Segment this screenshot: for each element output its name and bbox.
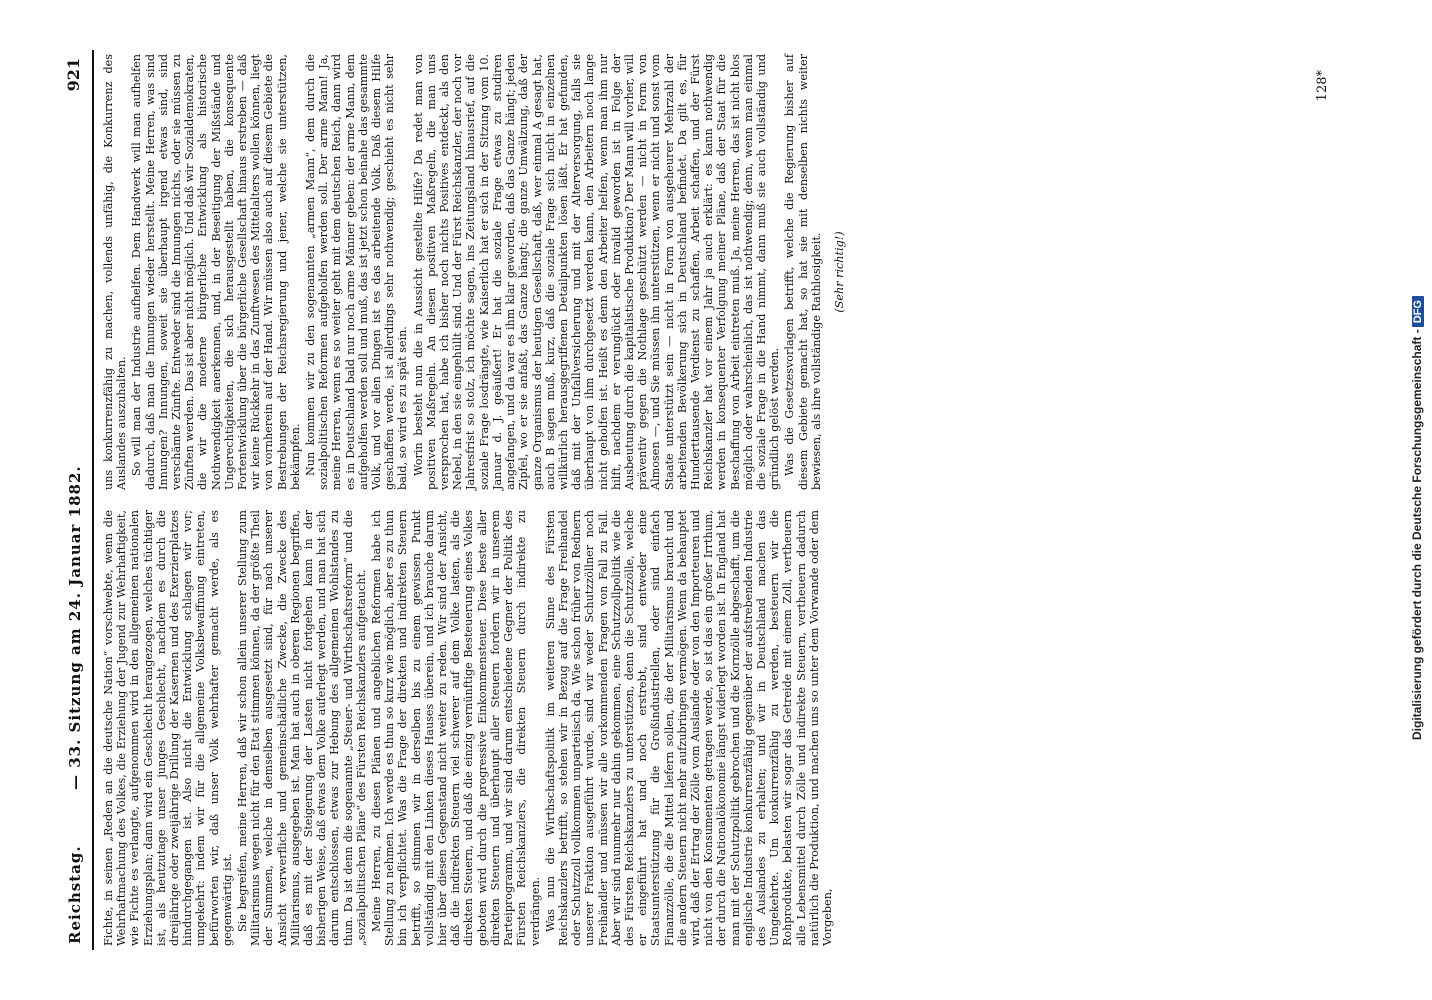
dfg-logo: DFG (1412, 296, 1424, 327)
paragraph: Nun kommen wir zu den sogenannten „armen Mann“, dem durch die sozialpolitischen Reformen aufgeholfen werden soll. Der arme Mann! Ja, meine Herren, wenn es so weiter geht mit dem deutschen Reich, dann wird es in Deutschland bald nur noch arme Männer geben: der arme Mann, dem aufgeholfen werden soll und muß, das ist jetzt schon beinahe das gesammte Volk, und vor allen Dingen ist es das arbeitende Volk. Daß diesem Hilfe geschaffen werde, ist allerdings sehr nothwendig; geschieht es nicht sehr bald, so wird es zu spät sein. (304, 54, 410, 490)
paragraph: Worin besteht nun die in Aussicht gestellte Hilfe? Da redet man von positiven Maßregeln. An diesen positiven Maßregeln, die man uns versprochen hat, habe ich bisher noch nichts Positives entdeckt, als den Nebel, in den sie eingehüllt sind. Und der Fürst Reichskanzler, der noch vor Jahresfrist so stolz, ich möchte sagen, ins Zeitungsland hinausrief, auf die soziale Frage losdrängte, wie Kaiserlich hat er sich in der Sitzung vom 10. Januar d. J. geäußert! Er hat die soziale Frage etwas zu studiren angefangen, und da war es ihm klar geworden, daß das Ganze hängt; jeden Zipfel, wo er sie anfaßt, das Ganze hängt; die ganze Umwälzung, daß der ganze Organismus der heutigen Gesellschaft, daß, wer einmal A gesagt hat, auch B sagen muß, kurz, daß die soziale Frage sich nicht in einzelnen willkürlich herausgegriffenen Detailpunkten lösen läßt. Er hat gefunden, daß mit der Unfallversicherung und mit der Alterversorgung, falls sie überhaupt von ihm durchgesetzt werden kann, den Arbeitern noch lange nicht geholfen ist. Heißt es denn den Arbeiter helfen, wenn man ihm nur hilft, nachdem er verunglückt oder invalid geworden ist in Folge der Ausbeutung durch die kapitalistische Produktion? Der Mann will vorher, will präventiv gegen die Nothlage geschützt werden — nicht in Form von Almosen —, und Sie müssen ihn unterstützen, wenn er nicht und sonst vom Staate unterstützt sein — nicht in Form von ausgeheurer Mehrzahl der arbeitenden Bevölkerung sich in Deutschland befindet. Da gilt es, für Hunderttausende Verdienst zu schaffen, Arbeit schaffen, und der Fürst Reichskanzler hat vor einem Jahr ja auch erklärt: es kann nothwendig werden in konsequenter Verfolgung meiner Pläne, daß der Staat für die Beschaffung von Arbeit eintreten muß. Ja, meine Herren, das ist nicht blos möglich oder wahrscheinlich, das ist nothwendig; denn, wenn man einmal die soziale Frage in die Hand nimmt, dann muß sie auch vollständig und gründlich gelöst werden. (411, 54, 782, 490)
page-header (58, 50, 94, 950)
header-session-date: — 33. Sitzung am 24. Januar 1882. (66, 465, 84, 790)
paragraph: Was nun die Wirthschaftspolitik im weiteren Sinne des Fürsten Reichskanzlers betrifft, so stehen wir in Bezug auf die Frage Freihandel oder Schutzzoll vollkommen unparteiisch da. Wie schon früher von Rednern unserer Fraktion ausgeführt wurde, sind wir weder Schutzzöllner noch Freihändler und müssen wir alle vorkommenden Fragen von Fall zu Fall. Aber wir sind nunmehr nur dahin gekommen, eine Schutzzollpolitik wie die des Fürsten Reichskanzlers zu unterstützen, denn die Schutzzölle, welche er eingeführt hat und noch erstrebt, sind entweder eine Staatsunterstützung für die Großindustriellen, oder sind einfach Finanzzölle, die die Mittel liefern sollen, die der Militarismus braucht und die andern Steuern nicht mehr aufzubringen vermögen. Wenn da behauptet wird, daß der Ertrag der Zölle vom Auslande oder von den Importeuren und nicht von den Konsumenten getragen werde, so ist das ein großer Irrthum, der durch die Nationalökonomie längst widerlegt worden ist. In England hat man mit der Schutzpolitik gebrochen und die Kornzölle abgeschafft, um die englische Industrie konkurrenzfähig gegenüber der aufstrebenden Industrie des Auslandes zu erhalten; und wir in Deutschland machen das Umgekehrte. Um konkurrenzfähig zu werden, besteuern wir die Rohprodukte, belasten wir sogar das Getreide mit einem Zoll, vertheuern alle Lebensmittel durch Zölle und indirekte Steuern, vertheuern dadurch natürlich die Produktion, und machen uns so unter dem Vorwande oder dem Vorgeben, (543, 510, 834, 946)
rotated-page-content (58, 50, 1348, 950)
paragraph: uns konkurrenzfähig zu machen, vollends unfähig, die Konkurrenz des Auslandes auszuhalten. (102, 54, 129, 490)
header-left: Reichstag. (66, 845, 84, 944)
digitization-credit (1406, 0, 1430, 1000)
left-column (102, 510, 836, 946)
right-column (102, 54, 848, 490)
credit-text: Digitalisierung gefördert durch die Deutsche Forschungsgemeinschaft - (1410, 329, 1424, 740)
text-columns (102, 50, 1302, 950)
paragraph: Was die Gesetzesvorlagen betrifft, welche die Regierung bisher auf diesem Gebiete gemacht hat, so hat sie mit denselben nichts weiter bewiesen, als ihre vollständige Rathlosigkeit. (783, 54, 823, 490)
signature-mark: 128* (1315, 70, 1330, 102)
paragraph: Sie begreifen, meine Herren, daß wir schon allein unserer Stellung zum Militarismus wegen nicht für den Etat stimmen können, da der größte Theil der Summen, welche in demselben ausgesetzt sind, für nach unserer Ansicht verwerfliche und gemeinschädliche Zwecke, die Zwecke des Militarismus, ausgegeben ist. Man hat auch in oberen Regionen begriffen, daß es mit der Steigerung der Lasten nicht fortgehen kann in der bisherigen Weise, daß etwas dem Volke auferlegt werden, und man hat sich darum entschlossen, etwas zur Hebung des allgemeinen Wohlstandes zu thun. Da ist denn die sogenannte „Steuer- und Wirthschaftsreform“ und die „sozialpolitischen Pläne“ des Fürsten Reichskanzlers aufgetaucht. (236, 510, 368, 946)
paragraph: Meine Herren, zu diesen Plänen und angeblichen Reformen habe ich Stellung zu nehmen. Ich werde es thun so kurz wie möglich, aber es zu thun bin ich verpflichtet. Was die Frage der direkten und indirekten Steuern betrifft, so stimmen wir in derselben bis zu einem gewissen Punkt vollständig mit den Linken dieses Hauses überein, und ich brauche darum hier über diesen Gegenstand nicht weiter zu reden. Wir sind der Ansicht, daß die indirekten Steuern viel schwerer auf dem Volke lasten, als die direkten Steuern, und daß die einzig vernünftige Besteuerung eines Volkes geboten wird durch die progressive Einkommensteuer. Diese beste aller direkten Steuern und überhaupt aller Steuern fordern wir in unserem Parteiprogramm, und wir sind darum entschiedene Gegner der Politik des Fürsten Reichskanzlers, die direkten Steuern durch indirekte zu verdrängen. (370, 510, 542, 946)
paragraph: So will man der Industrie aufhelfen. Dem Handwerk will man aufhelfen dadurch, daß man die Innungen wieder herstellt. Meine Herren, was sind Innungen? Innungen, soweit sie überhaupt irgend etwas sind, sind verschämte Zünfte. Entweder sind die Innungen nichts, oder sie müssen zu Zünften werden. Das ist aber nicht möglich. Und daß wir Sozialdemokraten, die wir die moderne bürgerliche Entwicklung als historische Nothwendigkeit anerkennen, und, in der Beseitigung der Mißstände und Ungerechtigkeiten, die sich herausgestellt haben, die konsequente Fortentwicklung über die bürgerliche Gesellschaft hinaus erstreben — daß wir keine Rückkehr in das Zunftwesen des Mittelalters wollen können, liegt von vornherein auf der Hand. Wir müssen also auch auf diesem Gebiete die Bestrebungen der Reichsregierung und jener, welche sie unterstützen, bekämpfen. (130, 54, 302, 490)
page-number: 921 (64, 58, 83, 92)
interjection: (Sehr richtig!) (832, 231, 846, 313)
paragraph: Fichte, in seinen „Reden an die deutsche Nation“ vorschwebte, wenn die Wehrhaftmachung des Volkes, die Erziehung der Jugend zur Wehrhaftigkeit, wie Fichte es verlangte, aufgenommen wird in den allgemeinen nationalen Erziehungsplan; dann wird ein Geschlecht herangezogen, welches tüchtiger ist, als heutzutage unser junges Geschlecht, nachdem es durch die dreijährige oder zweijährige Drillung der Kasernen und des Exerzierplatzes hindurchgegangen ist. Also nicht die Entwicklung schlagen wir vor; umgekehrt: indem wir für die allgemeine Volksbewaffnung eintreten, befürworten wir, daß unser Volk wehrhafter gemacht werde, als es gegenwärtig ist. (102, 510, 234, 946)
